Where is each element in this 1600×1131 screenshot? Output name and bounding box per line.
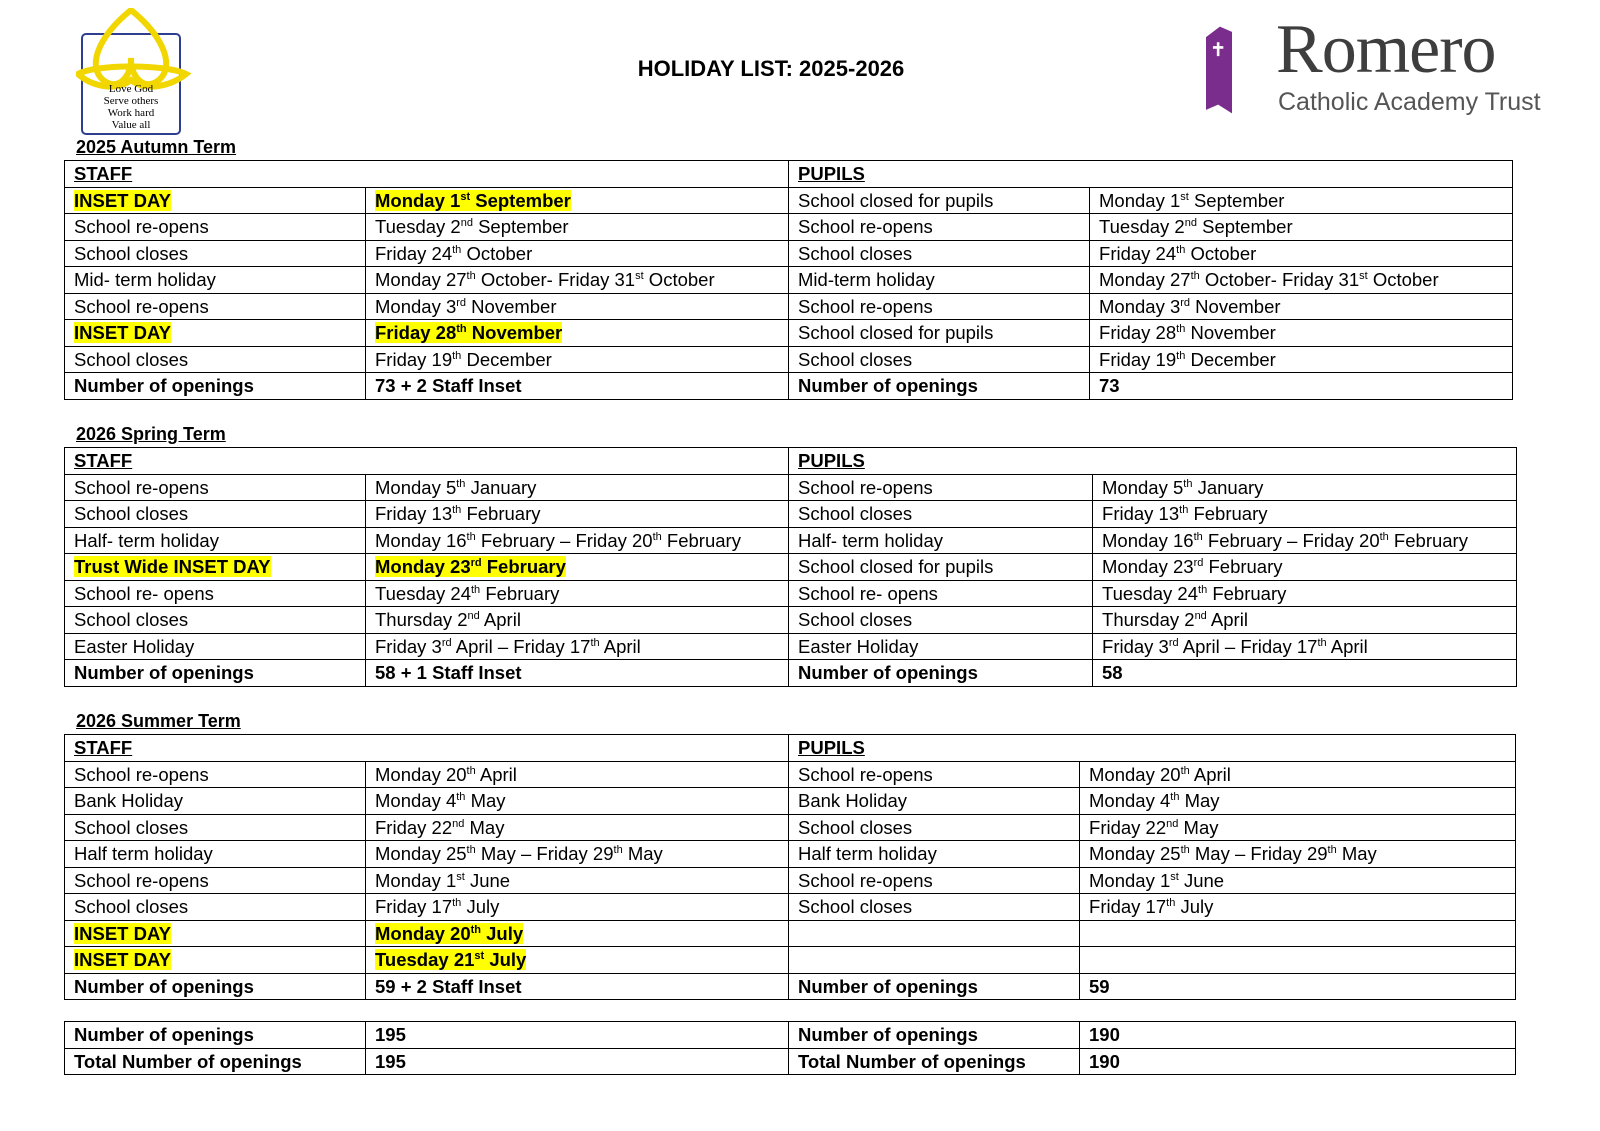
summary-staff-value: 195 bbox=[366, 1048, 789, 1075]
table-row bbox=[65, 240, 1513, 267]
summary-pupil-label: Total Number of openings bbox=[789, 1048, 1080, 1075]
table-row bbox=[65, 633, 1517, 660]
pupil-date: Friday 22nd May bbox=[1080, 814, 1516, 841]
staff-event: Half- term holiday bbox=[65, 527, 366, 554]
staff-event: Mid- term holiday bbox=[65, 267, 366, 294]
staff-header: STAFF bbox=[65, 161, 789, 188]
pupil-event: School re-opens bbox=[789, 474, 1093, 501]
pupil-event bbox=[789, 947, 1080, 974]
pupil-event: School closes bbox=[789, 814, 1080, 841]
staff-date: Monday 1st June bbox=[366, 867, 789, 894]
summary-staff-label: Total Number of openings bbox=[65, 1048, 366, 1075]
staff-date: Monday 5th January bbox=[366, 474, 789, 501]
pupil-event: Half term holiday bbox=[789, 841, 1080, 868]
staff-date bbox=[366, 320, 789, 347]
svg-text:Value all: Value all bbox=[111, 119, 151, 131]
table-row bbox=[65, 474, 1517, 501]
staff-date: Friday 19th December bbox=[366, 346, 789, 373]
staff-total-value: 58 + 1 Staff Inset bbox=[366, 660, 789, 687]
staff-date bbox=[366, 187, 789, 214]
term-table bbox=[64, 734, 1516, 1000]
pupil-event: School re-opens bbox=[789, 761, 1080, 788]
staff-date-highlight: Monday 20th July bbox=[375, 922, 524, 944]
staff-event-highlight: INSET DAY bbox=[74, 189, 171, 211]
staff-total-label: Number of openings bbox=[65, 660, 366, 687]
pupil-date bbox=[1080, 920, 1516, 947]
table-header-row bbox=[65, 448, 1517, 475]
total-row bbox=[65, 373, 1513, 400]
table-row bbox=[65, 320, 1513, 347]
staff-date: Thursday 2nd April bbox=[366, 607, 789, 634]
staff-event-highlight: INSET DAY bbox=[74, 922, 171, 944]
svg-text:Work hard: Work hard bbox=[107, 107, 155, 119]
pupil-event: School re-opens bbox=[789, 293, 1090, 320]
staff-event: School closes bbox=[65, 501, 366, 528]
summary-row bbox=[65, 1048, 1516, 1075]
pupil-event: Half- term holiday bbox=[789, 527, 1093, 554]
pupil-event: Mid-term holiday bbox=[789, 267, 1090, 294]
summary-pupil-value: 190 bbox=[1080, 1048, 1516, 1075]
table-header-row bbox=[65, 735, 1516, 762]
total-row bbox=[65, 973, 1516, 1000]
pupil-date: Monday 5th January bbox=[1093, 474, 1517, 501]
trust-subtitle: Catholic Academy Trust bbox=[1278, 88, 1541, 116]
svg-text:Serve others: Serve others bbox=[103, 95, 159, 107]
pupils-header: PUPILS bbox=[789, 161, 1513, 188]
staff-event: School closes bbox=[65, 240, 366, 267]
staff-date: Friday 3rd April – Friday 17th April bbox=[366, 633, 789, 660]
pupil-date: Tuesday 2nd September bbox=[1090, 214, 1513, 241]
pupil-date: Monday 4th May bbox=[1080, 788, 1516, 815]
staff-date: Monday 25th May – Friday 29th May bbox=[366, 841, 789, 868]
pupil-event: School closed for pupils bbox=[789, 554, 1093, 581]
pupil-total-value: 59 bbox=[1080, 973, 1516, 1000]
staff-date bbox=[366, 947, 789, 974]
pupil-event: School re-opens bbox=[789, 214, 1090, 241]
summary-staff-label: Number of openings bbox=[65, 1022, 366, 1049]
pupil-date: Monday 1st September bbox=[1090, 187, 1513, 214]
table-row bbox=[65, 293, 1513, 320]
term-title: 2026 Spring Term bbox=[76, 424, 226, 444]
staff-date: Friday 13th February bbox=[366, 501, 789, 528]
summary-pupil-value: 190 bbox=[1080, 1022, 1516, 1049]
table-row bbox=[65, 920, 1516, 947]
staff-event bbox=[65, 947, 366, 974]
staff-event bbox=[65, 920, 366, 947]
pupil-total-label: Number of openings bbox=[789, 373, 1090, 400]
staff-date: Tuesday 2nd September bbox=[366, 214, 789, 241]
staff-date: Monday 27th October- Friday 31st October bbox=[366, 267, 789, 294]
table-row bbox=[65, 267, 1513, 294]
pupil-date: Friday 17th July bbox=[1080, 894, 1516, 921]
staff-date: Tuesday 24th February bbox=[366, 580, 789, 607]
pupil-date: Monday 25th May – Friday 29th May bbox=[1080, 841, 1516, 868]
staff-date bbox=[366, 920, 789, 947]
total-row bbox=[65, 660, 1517, 687]
pupil-total-value: 58 bbox=[1093, 660, 1517, 687]
summary-staff-value: 195 bbox=[366, 1022, 789, 1049]
term-table bbox=[64, 160, 1513, 400]
pupil-date: Monday 16th February – Friday 20th February bbox=[1093, 527, 1517, 554]
staff-date-highlight: Monday 23rd February bbox=[375, 556, 566, 578]
trust-name: Romero bbox=[1276, 11, 1496, 88]
pupil-date: Monday 3rd November bbox=[1090, 293, 1513, 320]
staff-event: School re-opens bbox=[65, 474, 366, 501]
table-row bbox=[65, 214, 1513, 241]
pupil-total-label: Number of openings bbox=[789, 660, 1093, 687]
table-row bbox=[65, 501, 1517, 528]
table-header-row bbox=[65, 161, 1513, 188]
table-row bbox=[65, 894, 1516, 921]
staff-date: Monday 20th April bbox=[366, 761, 789, 788]
pupil-event: School closes bbox=[789, 894, 1080, 921]
pupils-header: PUPILS bbox=[789, 735, 1516, 762]
staff-date: Friday 24th October bbox=[366, 240, 789, 267]
staff-event bbox=[65, 554, 366, 581]
staff-event: School closes bbox=[65, 607, 366, 634]
pupil-event: School closes bbox=[789, 501, 1093, 528]
staff-total-value: 59 + 2 Staff Inset bbox=[366, 973, 789, 1000]
staff-date: Friday 22nd May bbox=[366, 814, 789, 841]
term-title: 2025 Autumn Term bbox=[76, 137, 237, 157]
table-row bbox=[65, 346, 1513, 373]
pupil-date bbox=[1080, 947, 1516, 974]
pupil-date: Monday 1st June bbox=[1080, 867, 1516, 894]
page-title: HOLIDAY LIST: 2025-2026 bbox=[637, 56, 905, 81]
term-table bbox=[64, 447, 1517, 687]
pupil-event: Easter Holiday bbox=[789, 633, 1093, 660]
pupil-event: School closed for pupils bbox=[789, 187, 1090, 214]
staff-event: Half term holiday bbox=[65, 841, 366, 868]
table-row bbox=[65, 761, 1516, 788]
summary-row bbox=[65, 1022, 1516, 1049]
summary-pupil-label: Number of openings bbox=[789, 1022, 1080, 1049]
table-row bbox=[65, 788, 1516, 815]
pupil-date: Tuesday 24th February bbox=[1093, 580, 1517, 607]
staff-event: School re-opens bbox=[65, 214, 366, 241]
pupils-header: PUPILS bbox=[789, 448, 1517, 475]
pupil-date: Friday 19th December bbox=[1090, 346, 1513, 373]
staff-event-highlight: INSET DAY bbox=[74, 949, 171, 971]
svg-text:Love God: Love God bbox=[108, 83, 154, 95]
pupil-event: School closed for pupils bbox=[789, 320, 1090, 347]
staff-header: STAFF bbox=[65, 448, 789, 475]
staff-event: School re-opens bbox=[65, 761, 366, 788]
staff-date-highlight: Friday 28th November bbox=[375, 322, 563, 344]
pupil-date: Friday 28th November bbox=[1090, 320, 1513, 347]
staff-event: Bank Holiday bbox=[65, 788, 366, 815]
staff-event-highlight: Trust Wide INSET DAY bbox=[74, 556, 271, 578]
staff-date: Monday 4th May bbox=[366, 788, 789, 815]
staff-date: Friday 17th July bbox=[366, 894, 789, 921]
staff-event: School closes bbox=[65, 346, 366, 373]
summary-table bbox=[64, 1021, 1516, 1075]
staff-total-label: Number of openings bbox=[65, 373, 366, 400]
table-row bbox=[65, 814, 1516, 841]
staff-event: School closes bbox=[65, 894, 366, 921]
staff-total-value: 73 + 2 Staff Inset bbox=[366, 373, 789, 400]
table-row bbox=[65, 187, 1513, 214]
pupil-date: Monday 20th April bbox=[1080, 761, 1516, 788]
staff-date bbox=[366, 554, 789, 581]
table-row bbox=[65, 527, 1517, 554]
pupil-event: School closes bbox=[789, 607, 1093, 634]
pupil-event: School re- opens bbox=[789, 580, 1093, 607]
staff-date-highlight: Monday 1st September bbox=[375, 189, 571, 211]
pupil-date: Monday 27th October- Friday 31st October bbox=[1090, 267, 1513, 294]
staff-event: School closes bbox=[65, 814, 366, 841]
staff-event: School re- opens bbox=[65, 580, 366, 607]
staff-event: School re-opens bbox=[65, 867, 366, 894]
table-row bbox=[65, 607, 1517, 634]
staff-date: Monday 16th February – Friday 20th February bbox=[366, 527, 789, 554]
pupil-event: School closes bbox=[789, 346, 1090, 373]
pupil-date: Friday 3rd April – Friday 17th April bbox=[1093, 633, 1517, 660]
pupil-total-label: Number of openings bbox=[789, 973, 1080, 1000]
table-row bbox=[65, 841, 1516, 868]
term-title: 2026 Summer Term bbox=[76, 711, 241, 731]
table-row bbox=[65, 867, 1516, 894]
pupil-event bbox=[789, 920, 1080, 947]
pupil-event: School closes bbox=[789, 240, 1090, 267]
pupil-date: Thursday 2nd April bbox=[1093, 607, 1517, 634]
staff-event bbox=[65, 320, 366, 347]
staff-event bbox=[65, 187, 366, 214]
pupil-date: Friday 13th February bbox=[1093, 501, 1517, 528]
pupil-total-value: 73 bbox=[1090, 373, 1513, 400]
staff-event: Easter Holiday bbox=[65, 633, 366, 660]
staff-date: Monday 3rd November bbox=[366, 293, 789, 320]
pupil-event: School re-opens bbox=[789, 867, 1080, 894]
table-row bbox=[65, 580, 1517, 607]
staff-header: STAFF bbox=[65, 735, 789, 762]
staff-date-highlight: Tuesday 21st July bbox=[375, 949, 527, 971]
staff-event-highlight: INSET DAY bbox=[74, 322, 171, 344]
pupil-date: Friday 24th October bbox=[1090, 240, 1513, 267]
pupil-event: Bank Holiday bbox=[789, 788, 1080, 815]
staff-event: School re-opens bbox=[65, 293, 366, 320]
pupil-date: Monday 23rd February bbox=[1093, 554, 1517, 581]
table-row bbox=[65, 947, 1516, 974]
table-row bbox=[65, 554, 1517, 581]
staff-total-label: Number of openings bbox=[65, 973, 366, 1000]
